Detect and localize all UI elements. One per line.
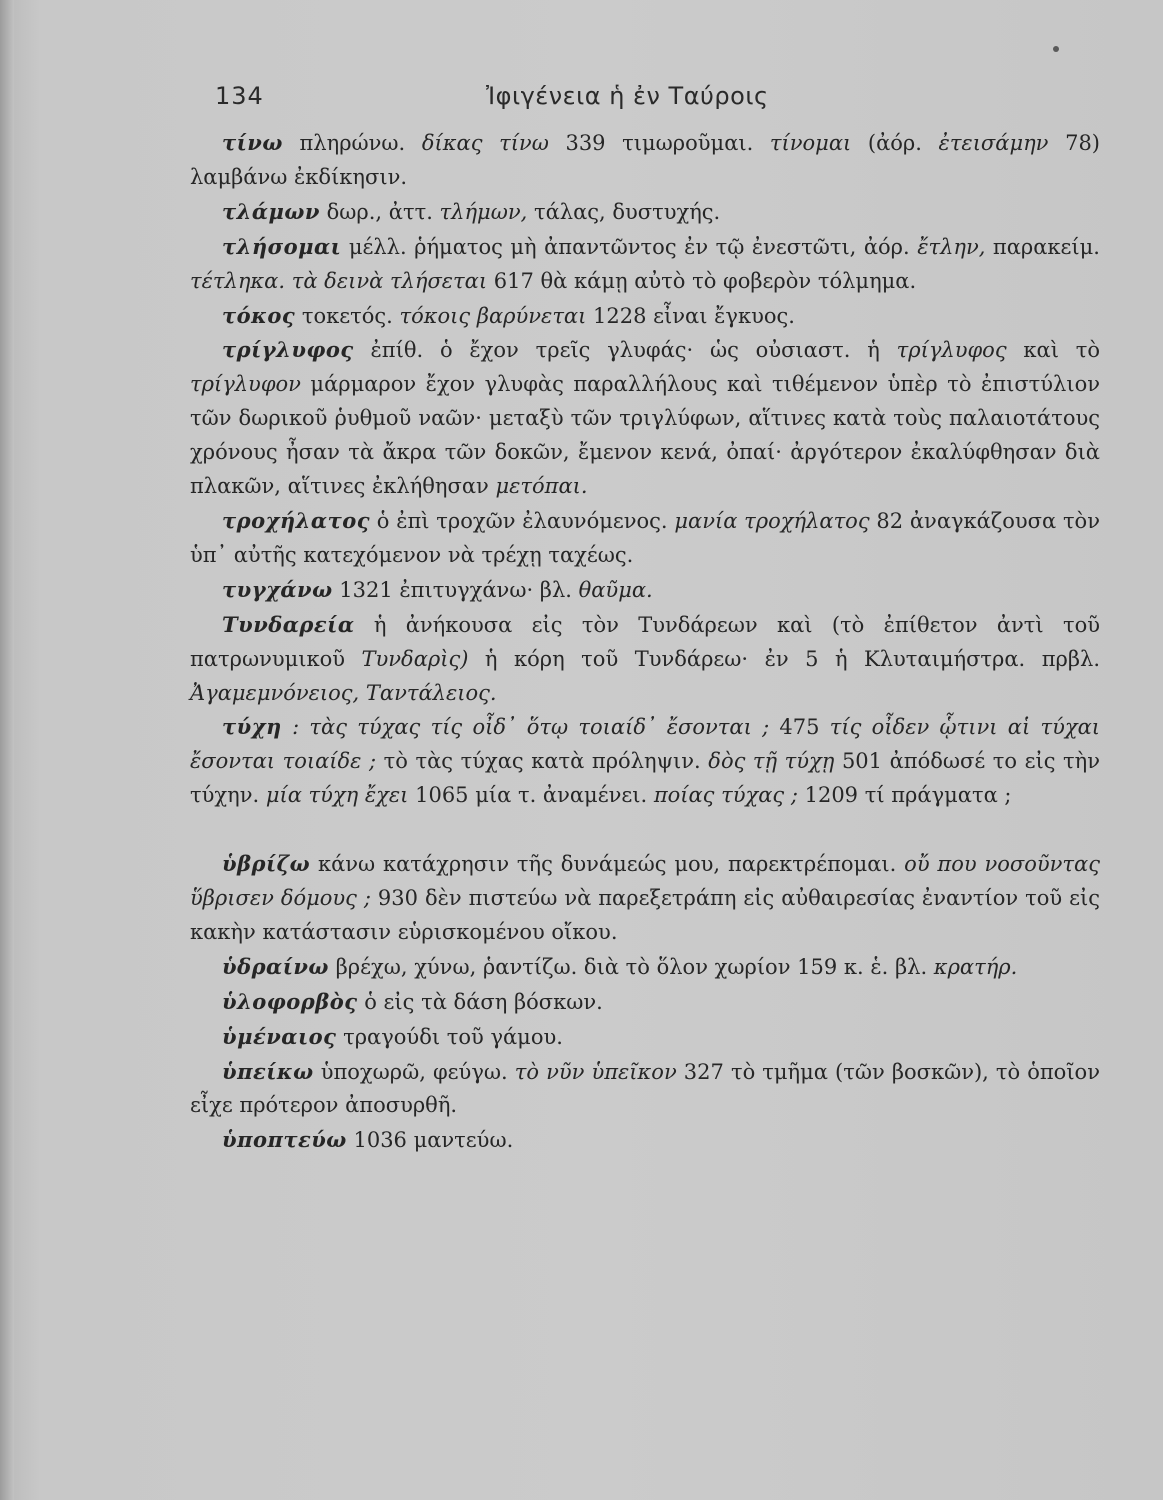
entry-definition: 327 τὸ τμῆμα (τῶν βοσκῶν), τὸ ὁποῖον εἶχε πρότερον ἀποσυρθῆ.	[190, 1059, 1100, 1118]
entry-definition: τοκετός.	[301, 303, 400, 328]
entry-headword: ὑδραίνω	[222, 953, 329, 979]
entry-citation: τὸ νῦν ὑπεῖκον	[514, 1059, 677, 1084]
entry-citation: τλήμων,	[439, 199, 528, 224]
glossary-entry	[190, 573, 1100, 608]
entry-definition: τραγούδι τοῦ γάμου.	[343, 1024, 563, 1049]
entry-definition: 930 δὲν πιστεύω νὰ παρεξετράπη εἰς αὐθαιρεσίας ἐναντίον τοῦ εἰς κακὴν κατάστασιν εὑρισκομένου οἴκου.	[190, 886, 1100, 944]
entry-headword: τροχήλατος	[222, 507, 370, 533]
entry-citation: μία τύχη ἔχει	[265, 783, 409, 808]
glossary-entry	[190, 1020, 1100, 1055]
glossary-entry	[190, 299, 1100, 334]
entry-definition: μάρμαρον ἔχον γλυφὰς παραλλήλους καὶ τιθέμενον ὑπὲρ τὸ ἐπιστύλιον τῶν δωρικοῦ ῥυθμοῦ ναῶν· μεταξὺ τῶν τριγλύφων, αἵτινες κατὰ τοὺς παλαιοτάτους χρόνους ἦσαν τὰ ἄκρα τῶν δοκῶν, ἔμενον κενά, ὀπαί· ἀργότερον ἐκαλύφθησαν διὰ πλακῶν, αἵτινες ἐκλήθησαν	[190, 372, 1100, 499]
entry-definition: 1036 μαντεύω.	[353, 1128, 514, 1153]
entry-citation: τρίγλυφον	[190, 372, 301, 397]
entry-citation: τίνομαι	[769, 131, 852, 155]
entry-headword: τίνω	[222, 130, 283, 155]
glossary-entry	[190, 1123, 1100, 1158]
entry-definition: πληρώνω.	[299, 131, 422, 155]
entry-definition: 1321 ἐπιτυγχάνω· βλ.	[339, 577, 579, 602]
entry-headword: τλάμων	[222, 198, 320, 224]
entry-definition: τὸ τὰς τύχας κατὰ πρόληψιν.	[376, 749, 709, 774]
glossary-entry	[190, 126, 1100, 195]
entry-headword: Τυνδαρεία	[222, 611, 355, 637]
entry-definition: 617 θὰ κάμῃ αὐτὸ τὸ φοβερὸν τόλμημα.	[487, 268, 917, 293]
entry-citation: δίκας τίνω	[421, 131, 549, 155]
entry-definition: 501 ἀπόδωσέ το εἰς τὴν τύχην.	[190, 749, 1101, 808]
entry-citation: Τυνδαρὶς)	[361, 646, 469, 671]
entry-headword: ὑπείκω	[222, 1058, 314, 1084]
entry-citation: Ἀγαμεμνόνειος, Ταντάλειος.	[190, 680, 497, 705]
entry-definition: 475	[769, 715, 830, 740]
entry-headword: τλήσομαι	[222, 233, 342, 259]
entry-definition: τάλας, δυστυχής.	[527, 199, 721, 224]
entry-definition: ὑποχωρῶ, φεύγω.	[320, 1059, 515, 1084]
entry-definition: ὁ εἰς τὰ δάση βόσκων.	[364, 989, 603, 1014]
entry-headword: τύχη	[222, 714, 282, 740]
glossary-entry	[190, 1055, 1100, 1124]
entry-citation: μετόπαι.	[495, 474, 588, 499]
entry-definition: 1228 εἶναι ἔγκυος.	[586, 303, 795, 328]
entry-citation: ἔτλην,	[917, 234, 986, 259]
entry-definition: κάνω κατάχρησιν τῆς δυνάμεώς μου, παρεκτρέπομαι.	[317, 852, 905, 877]
entry-headword: ὑμέναιος	[222, 1023, 337, 1049]
entry-citation: θαῦμα.	[578, 577, 653, 602]
entry-citation: δὸς τῇ τύχῃ	[708, 749, 835, 774]
page-header	[0, 82, 1163, 122]
entry-definition: ἡ ἀνήκουσα εἰς τὸν Τυνδάρεων καὶ (τὸ ἐπίθετον ἀντὶ τοῦ πατρωνυμικοῦ	[190, 612, 1100, 671]
entry-definition: ἐπίθ. ὁ ἔχον τρεῖς γλυφάς· ὡς οὐσιαστ. ἡ	[370, 338, 897, 363]
entry-citation: ποίας τύχας ;	[653, 783, 798, 808]
entry-headword: ὑβρίζω	[222, 851, 311, 877]
entry-headword: τρίγλυφος	[222, 337, 354, 363]
entry-citation: τίς οἶδεν ᾧτινι αἱ τύχαι ἔσονται τοιαίδε ;	[190, 715, 1100, 774]
glossary-entry	[190, 608, 1100, 711]
entry-definition: ἡ κόρη τοῦ Τυνδάρεω· ἐν 5 ἡ Κλυταιμήστρα. πρβλ.	[468, 646, 1100, 671]
entry-definition: δωρ., ἀττ.	[326, 199, 440, 224]
ink-speck	[1053, 46, 1059, 52]
entry-definition: 1065 μία τ. ἀναμένει.	[408, 783, 654, 808]
glossary-entry	[190, 847, 1100, 950]
entry-definition: μέλλ. ῥήματος μὴ ἀπαντῶντος ἐν τῷ ἐνεστῶτι, ἀόρ.	[348, 234, 918, 259]
glossary-entry	[190, 985, 1100, 1020]
entry-definition: (ἀόρ.	[851, 131, 939, 155]
glossary-entry	[190, 950, 1100, 985]
page-gutter-shadow	[0, 0, 14, 1500]
glossary-entry	[190, 504, 1100, 573]
entry-citation: οὔ που νοσοῦντας ὕβρισεν δόμους ;	[190, 852, 1100, 911]
entry-definition: βρέχω, χύνω, ῥαντίζω. διὰ τὸ ὅλον χωρίον 159 κ. ἑ. βλ.	[335, 954, 934, 979]
entry-citation: τρίγλυφος	[896, 338, 1007, 363]
entry-definition: παρακείμ.	[985, 234, 1100, 259]
entry-headword: ὑποπτεύω	[222, 1127, 347, 1153]
glossary-entry	[190, 333, 1100, 504]
entry-headword: τόκος	[222, 302, 296, 328]
entry-headword: ὑλοφορβὸς	[222, 988, 358, 1014]
entry-definition: ὁ ἐπὶ τροχῶν ἐλαυνόμενος.	[376, 508, 675, 533]
running-title: Ἰφιγένεια ἡ ἐν Ταύροις	[486, 82, 769, 110]
page-number: 134	[215, 82, 264, 110]
entry-citation: τόκοις βαρύνεται	[399, 303, 587, 328]
entry-citation: ἐτεισάμην	[938, 131, 1049, 155]
entry-definition: 339 τιμωροῦμαι.	[548, 131, 770, 155]
entry-definition: 82 ἀναγκάζουσα τὸν ὑπ᾽ αὐτῆς κατεχόμενον νὰ τρέχῃ ταχέως.	[190, 508, 1100, 567]
entry-definition: καὶ τὸ	[1006, 338, 1100, 363]
glossary-entry	[190, 710, 1100, 813]
glossary-entry	[190, 230, 1100, 299]
entry-citation: : τὰς τύχας τίς οἶδ᾽ ὅτῳ τοιαίδ᾽ ἔσονται ;	[292, 715, 770, 740]
entry-definition: 78) λαμβάνω ἐκδίκησιν.	[190, 131, 1100, 189]
entry-headword: τυγχάνω	[222, 576, 333, 602]
glossary-entries	[190, 126, 1100, 1158]
entry-definition: 1209 τί πράγματα ;	[797, 783, 1012, 808]
glossary-entry	[190, 195, 1100, 230]
entry-citation: τέτληκα. τὰ δεινὰ τλήσεται	[190, 268, 488, 293]
entry-citation: κρατήρ.	[933, 954, 1018, 979]
entry-citation: μανία τροχήλατος	[674, 508, 870, 533]
